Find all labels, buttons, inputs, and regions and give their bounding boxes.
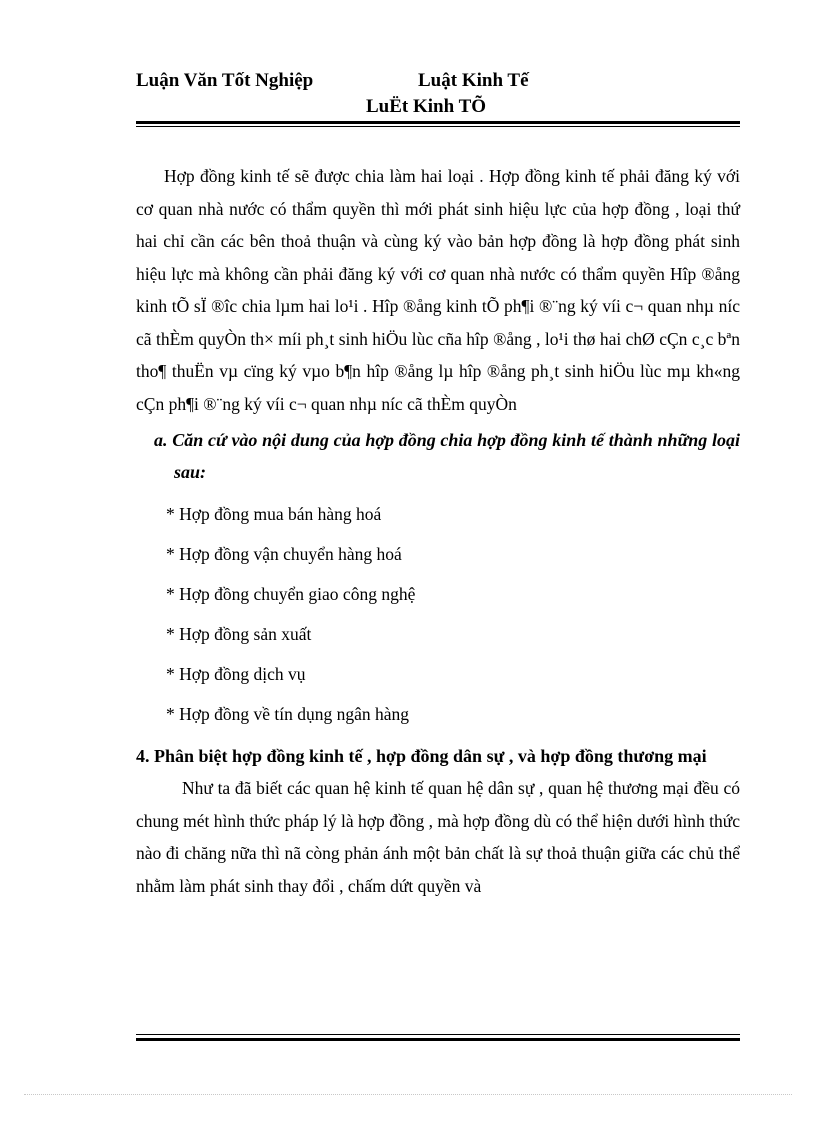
header-rule-thin <box>136 126 740 127</box>
header-title-right: Luật Kinh Tế <box>418 70 529 91</box>
footer-rule-thick <box>136 1038 740 1041</box>
paragraph-intro: Hợp đồng kinh tế sẽ được chia làm hai loại . Hợp đồng kinh tế phải đăng ký với cơ quan nhà nước có thẩm quyền thì mới phát sinh hiệu lực của hợp đồng , loại thứ hai chỉ cần các bên thoả thuận và cùng ký vào bản hợp đồng là hợp đồng phát sinh hiệu lực mà không cần phải đăng ký với cơ quan nhà nước có thẩm quyền Hîp ®ång kinh tÕ sÏ ®îc chia lµm hai lo¹i . Hîp ®ång kinh tÕ ph¶i ®¨ng ký víi c¬ quan nhµ níc cã thÈm quyÒn th× míi ph¸t sinh hiÖu lùc cña hîp ®ång , lo¹i thø hai chØ cÇn c¸c bªn tho¶ thuËn vµ cïng ký vµo b¶n hîp ®ång lµ hîp ®ång ph¸t sinh hiÖu lùc mµ kh«ng cÇn ph¶i ®¨ng ký víi c¬ quan nhµ níc cã thÈm quyÒn <box>136 166 740 414</box>
page-bottom-dotted-line <box>24 1094 792 1095</box>
section-a-heading: a. Căn cứ vào nội dung của hợp đồng chia hợp đồng kinh tế thành những loại sau: <box>154 430 740 482</box>
header-title-left: Luận Văn Tốt Nghiệp <box>136 70 314 91</box>
header-subtitle: LuËt Kinh TÕ <box>366 96 487 117</box>
header-rule-thick <box>136 121 740 124</box>
list-item: * Hợp đồng dịch vụ <box>166 664 306 684</box>
footer-rule-thin <box>136 1034 740 1035</box>
list-item: * Hợp đồng về tín dụng ngân hàng <box>166 704 410 724</box>
list-item: * Hợp đồng chuyển giao công nghệ <box>166 584 416 604</box>
contract-type-list <box>166 494 740 734</box>
page-body <box>136 160 740 902</box>
list-item: * Hợp đồng sản xuất <box>166 624 312 644</box>
section-4-heading: 4. Phân biệt hợp đồng kinh tế , hợp đồng dân sự , và hợp đồng thương mại <box>136 746 707 766</box>
list-item: * Hợp đồng vận chuyển hàng hoá <box>166 544 402 564</box>
list-item: * Hợp đồng mua bán hàng hoá <box>166 504 382 524</box>
paragraph-comparison: Như ta đã biết các quan hệ kinh tế quan hệ dân sự , quan hệ thương mại đều có chung mét hình thức pháp lý là hợp đồng , mà hợp đồng dù có thể hiện dưới hình thức nào đi chăng nữa thì nã còng phản ánh một bản chất là sự thoả thuận giữa các chủ thể nhằm làm phát sinh thay đổi , chấm dứt quyền và <box>136 778 740 896</box>
